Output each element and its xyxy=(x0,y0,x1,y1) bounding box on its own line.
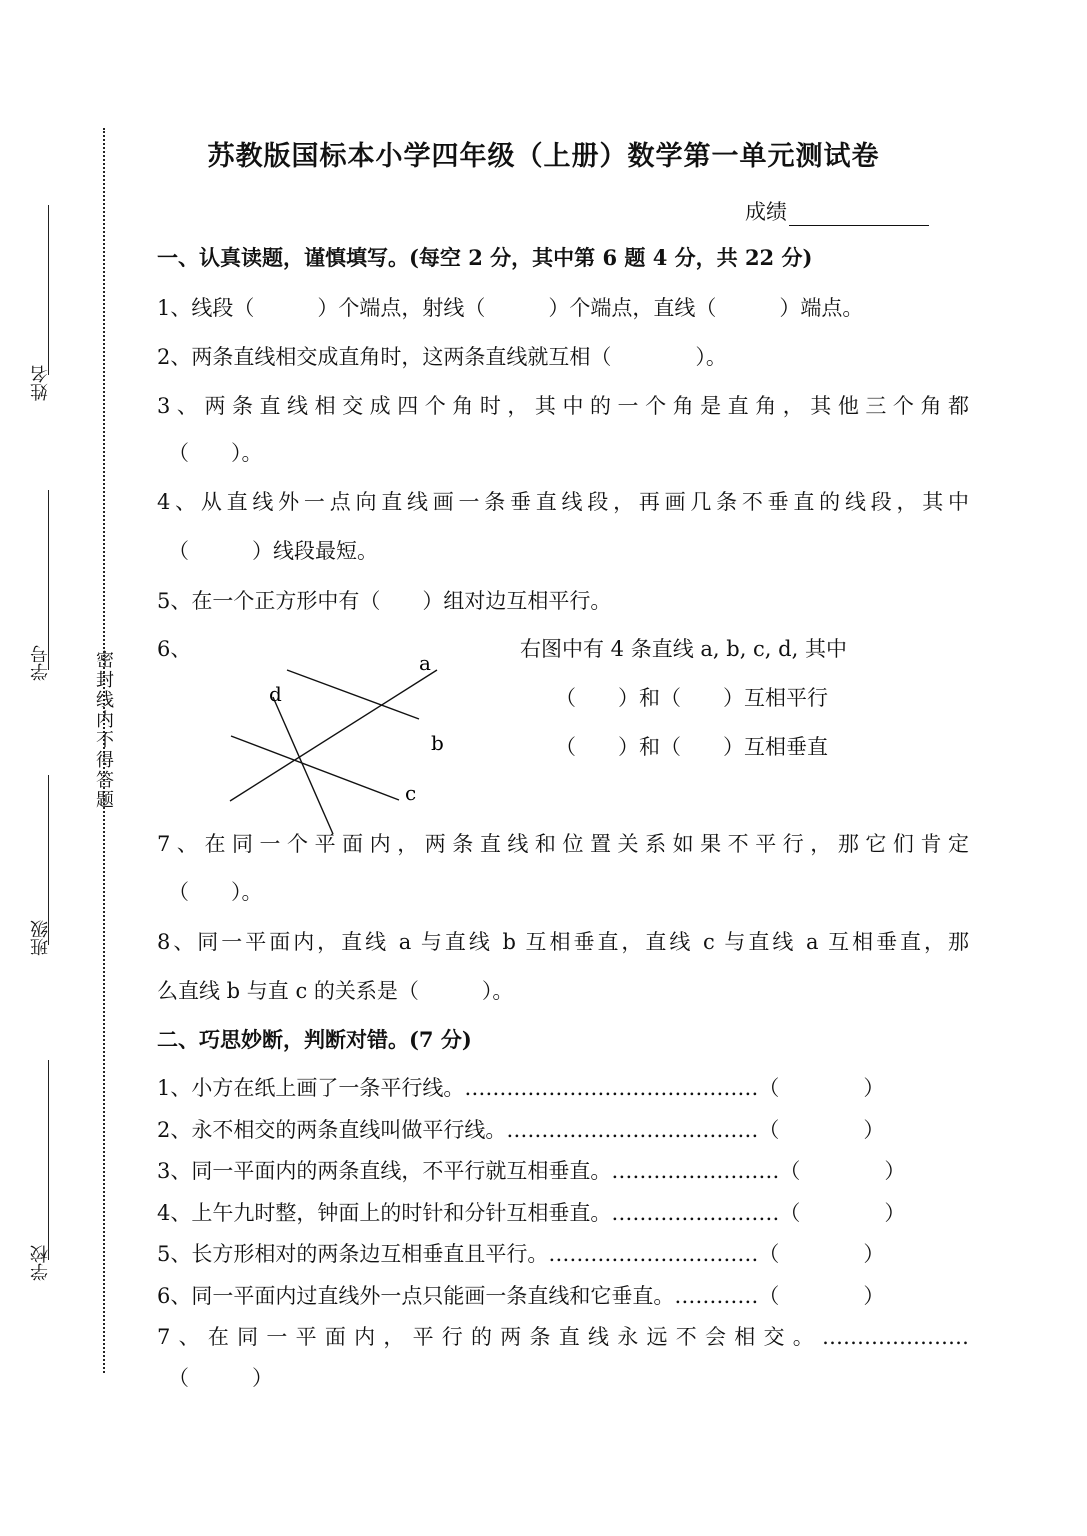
question-2-2: 2、永不相交的两条直线叫做平行线。………………………………（ ） xyxy=(157,1118,885,1142)
question-1-4-line2: （ ）线段最短。 xyxy=(168,539,378,563)
school-blank-line xyxy=(48,1060,49,1260)
lines-figure xyxy=(215,650,445,835)
question-1-2: 2、两条直线相交成直角时，这两条直线就互相（ ）。 xyxy=(157,345,727,369)
page-title: 苏教版国标本小学四年级（上册）数学第一单元测试卷 xyxy=(207,141,880,172)
school-label: 学校 xyxy=(30,1245,51,1281)
binding-note: 密封线内不得答题 xyxy=(93,650,114,810)
question-1-6-text: 右图中有 4 条直线 a, b, c, d, 其中 xyxy=(520,637,847,661)
question-1-6-number: 6、 xyxy=(157,637,192,661)
label-d: d xyxy=(269,682,282,707)
question-1-8-line1: 8、同一平面内，直线 a 与直线 b 互相垂直，直线 c 与直线 a 互相垂直，那 xyxy=(157,930,969,954)
name-label: 姓名 xyxy=(30,365,51,401)
name-blank-line xyxy=(48,205,49,375)
label-b: b xyxy=(431,731,444,756)
section1-heading: 一、认真读题，谨慎填写。(每空 2 分，其中第 6 题 4 分，共 22 分) xyxy=(157,245,813,270)
score-blank[interactable] xyxy=(789,203,929,226)
label-a: a xyxy=(419,651,431,676)
question-2-6: 6、同一平面内过直线外一点只能画一条直线和它垂直。…………（ ） xyxy=(157,1284,885,1308)
question-2-7-line1: 7、在同一平面内，平行的两条直线永远不会相交。………………… xyxy=(157,1325,969,1349)
question-2-3: 3、同一平面内的两条直线，不平行就互相垂直。……………………（ ） xyxy=(157,1159,906,1183)
label-c: c xyxy=(405,781,417,806)
line-d xyxy=(273,697,333,834)
question-1-6-parallel: （ ）和（ ）互相平行 xyxy=(555,686,828,710)
score-label: 成绩 xyxy=(745,200,787,224)
question-2-5: 5、长方形相对的两条边互相垂直且平行。…………………………（ ） xyxy=(157,1242,885,1266)
question-2-4: 4、上午九时整，钟面上的时针和分针互相垂直。……………………（ ） xyxy=(157,1201,906,1225)
question-1-3-line2: （ ）。 xyxy=(168,441,263,465)
question-2-7-line2: （ ） xyxy=(168,1366,273,1390)
student-id-label: 学号 xyxy=(30,645,51,681)
class-label: 班级 xyxy=(30,920,51,956)
question-1-8-line2: 么直线 b 与直 c 的关系是（ ）。 xyxy=(157,979,514,1003)
line-c xyxy=(231,736,399,800)
question-1-4-line1: 4、从直线外一点向直线画一条垂直线段，再画几条不垂直的线段，其中 xyxy=(157,490,969,514)
question-1-1: 1、线段（ ）个端点，射线（ ）个端点，直线（ ）端点。 xyxy=(157,296,864,320)
student-id-blank-line xyxy=(48,490,49,670)
question-1-7-line1: 7、在同一个平面内，两条直线和位置关系如果不平行，那它们肯定 xyxy=(157,832,969,856)
section2-heading: 二、巧思妙断，判断对错。(7 分) xyxy=(157,1027,472,1052)
question-1-6-perpendicular: （ ）和（ ）互相垂直 xyxy=(555,735,828,759)
score-field xyxy=(745,196,929,226)
question-1-3-line1: 3、两条直线相交成四个角时，其中的一个角是直角，其他三个角都 xyxy=(157,394,969,418)
question-1-7-line2: （ ）。 xyxy=(168,880,263,904)
question-1-5: 5、在一个正方形中有（ ）组对边互相平行。 xyxy=(157,589,612,613)
question-2-1: 1、小方在纸上画了一条平行线。……………………………………（ ） xyxy=(157,1076,885,1100)
